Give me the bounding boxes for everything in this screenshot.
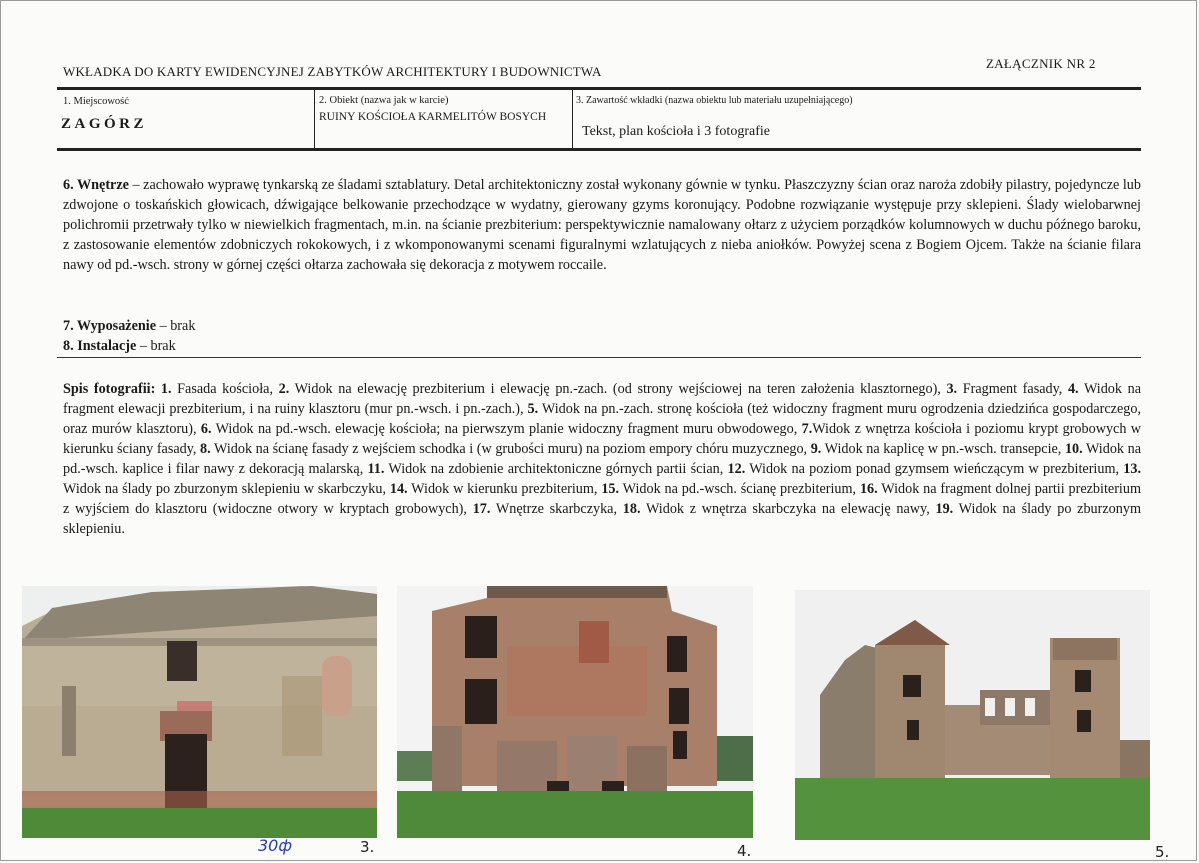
- photo-list-item-number: 3.: [946, 381, 958, 397]
- section-divider: [57, 357, 1141, 358]
- photo-list-item-number: 19.: [935, 501, 954, 517]
- object-value: RUINY KOŚCIOŁA KARMELITÓW BOSYCH: [319, 111, 547, 123]
- photo-list-item-number: 13.: [1123, 461, 1142, 477]
- header-form-table: [57, 87, 1141, 151]
- photo-list-item-text: Fasada kościoła,: [171, 381, 279, 397]
- photo-list-item-text: Widok na fragment dolnej partii prezbiterium z wyjściem do klasztoru (widoczne otwory w kryptach grobowych),: [63, 481, 1142, 517]
- photo-northwest-side: [795, 590, 1150, 840]
- photo-list-items: [63, 381, 1141, 537]
- photo-list-heading: Spis fotografii:: [63, 381, 156, 397]
- locality-cell: [57, 90, 314, 148]
- section-furnishings-text: – brak: [156, 318, 196, 334]
- object-label: 2. Obiekt (nazwa jak w karcie): [319, 95, 449, 106]
- photo-list-item-number: 16.: [859, 481, 878, 497]
- object-cell: [314, 90, 572, 148]
- handwritten-note: 30ф: [258, 836, 293, 855]
- document-title: WKŁADKA DO KARTY EWIDENCYJNEJ ZABYTKÓW ARCHITEKTURY I BUDOWNICTWA: [63, 64, 602, 79]
- photo-list-item-number: 18.: [622, 501, 641, 517]
- photo-list-item-text: Widok na pd.-wsch. elewację kościoła; na pierwszym planie widoczny fragment muru obwodowego,: [211, 421, 802, 437]
- section-furnishings: [63, 316, 1141, 336]
- photo-list-item-number: 6.: [200, 421, 212, 437]
- photo-list-item-number: 17.: [472, 501, 491, 517]
- photo-list-item-number: 7.: [801, 421, 813, 437]
- section-interior-heading: 6. Wnętrze: [63, 177, 129, 193]
- photo-list-item-number: 15.: [601, 481, 620, 497]
- photo-list-item-number: 11.: [367, 461, 385, 477]
- contents-cell: [572, 90, 1141, 148]
- photo-list-item-text: Widok na poziom ponad gzymsem wieńczącym w prezbiterium,: [745, 461, 1124, 477]
- photo-facade-fragment: [22, 586, 377, 838]
- contents-value: Tekst, plan kościoła i 3 fotografie: [582, 124, 770, 139]
- photo-list-item-number: 1.: [160, 381, 172, 397]
- locality-label: 1. Miejscowość: [63, 96, 129, 107]
- photo-presbytery-elevation: [397, 586, 753, 838]
- section-installations-heading: 8. Instalacje: [63, 338, 137, 354]
- photo-list-item-text: Widok na ścianę fasady z wejściem schodka i (w grubości muru) na poziom empory chóru muzycznego,: [210, 441, 811, 457]
- photo-list-item-text: Widok na zdobienie architektoniczne górnych partii ścian,: [384, 461, 728, 477]
- photo-list-item-number: 9.: [810, 441, 822, 457]
- photo-list-item-number: 4.: [1067, 381, 1079, 397]
- photo-list-item-text: Widok na ślady po zburzonym sklepieniu w skarbczyku,: [63, 481, 390, 497]
- photo-list-item-number: 10.: [1064, 441, 1083, 457]
- photo3-number: 5.: [1155, 843, 1170, 861]
- photo-list: [63, 379, 1141, 539]
- photo-list-item-text: Widok na pd.-wsch. ścianę prezbiterium,: [619, 481, 860, 497]
- contents-label: 3. Zawartość wkładki (nazwa obiektu lub materiału uzupełniającego): [576, 95, 853, 106]
- photo-list-item-text: Fragment fasady,: [957, 381, 1068, 397]
- photo-list-item-text: Widok na elewację prezbiterium i elewację pn.-zach. (od strony wejściowej na teren założenia klasztornego),: [289, 381, 947, 397]
- section-installations-text: – brak: [136, 338, 176, 354]
- photo-list-item-number: 2.: [278, 381, 290, 397]
- photo-list-item-text: Widok na fragment elewacji prezbiterium, i na ruiny klasztoru (mur pn.-wsch. i pn.-zach.),: [63, 381, 1141, 417]
- locality-value: ZAGÓRZ: [61, 116, 148, 132]
- section-interior-text: – zachowało wyprawę tynkarską ze śladami sztablatury. Detal architektoniczny został wykonany gównie w tynku. Płaszczyzny ścian oraz naroża zdobiły pilastry, pojedyncze lub zdwojone o toskańskich głowicach, dźwigające belkowanie przechodzące w wydatny, gierowany gzyms koronujący. Podobne rozwiązanie występuje przy sklepieni. Ślady wielobarwnej polichromii przetrwały tylko w niewielkich fragmentach, m.in. na ścianie prezbiterium: perspektywicznie namalowany ołtarz z użyciem porządków kolumnowych w duchu późnego baroku, z zastosowanie elementów zdobniczych rokokowych, i z wkomponowanymi scenami figuralnymi wzlatujących z nieba aniołków. Powyżej scena z Bogiem Ojcem. Także na ścianie filara nawy od pd.-wsch. strony w górnej części ołtarza zachowała się dekoracja z motywem roccaile.: [63, 177, 1141, 273]
- photo-list-item-text: Widok w kierunku prezbiterium,: [407, 481, 602, 497]
- photo-list-item-text: Widok z wnętrza kościoła i poziomu krypt grobowych w kierunku ściany fasady,: [63, 421, 1141, 457]
- photo1-number: 3.: [360, 838, 375, 856]
- photo-list-item-number: 8.: [200, 441, 211, 457]
- photo-list-item-text: Widok na pn.-zach. stronę kościoła (też widoczny fragment muru ogrodzenia dziedzińca gospodarczego, oraz murów klasztoru),: [63, 401, 1141, 437]
- photo-list-item-text: Widok na ślady po zburzonym sklepieniu.: [63, 501, 1141, 537]
- photo-list-item-text: Widok na pd.-wsch. kaplice i filar nawy z dekoracją malarską,: [63, 441, 1141, 477]
- section-furnishings-heading: 7. Wyposażenie: [63, 318, 157, 334]
- photo-list-item-text: Wnętrze skarbczyka,: [490, 501, 623, 517]
- photo2-number: 4.: [737, 842, 752, 860]
- section-installations: [63, 336, 1141, 356]
- photo-list-item-text: Widok z wnętrza skarbczyka na elewację nawy,: [640, 501, 936, 517]
- section-interior: [63, 175, 1141, 275]
- photo-list-item-number: 14.: [389, 481, 408, 497]
- photo-list-item-number: 5.: [527, 401, 539, 417]
- photo-list-item-number: 12.: [727, 461, 746, 477]
- photo-list-item-text: Widok na kaplicę w pn.-wsch. transepcie,: [821, 441, 1065, 457]
- annex-label: ZAŁĄCZNIK NR 2: [986, 56, 1096, 71]
